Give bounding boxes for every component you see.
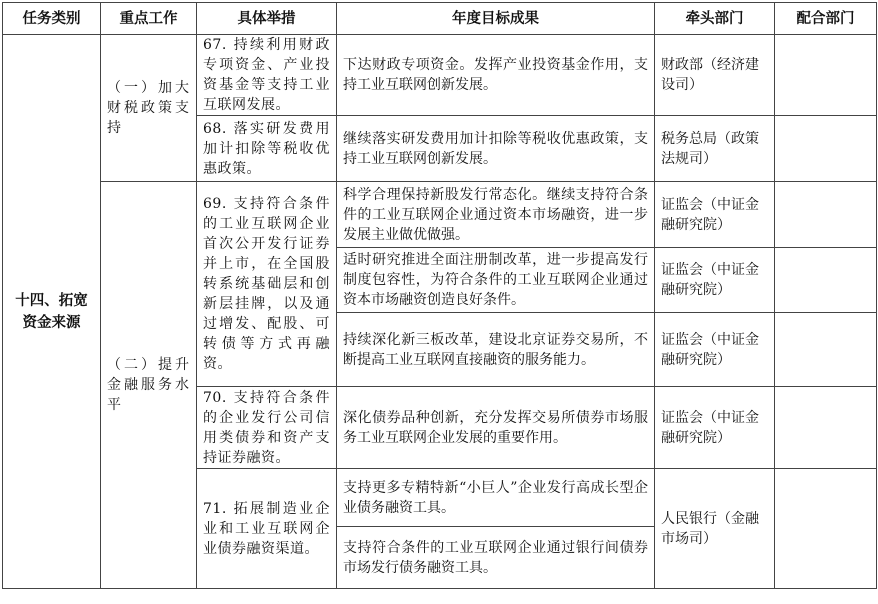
lead-dept-cell: 证监会（中证金融研究院）	[655, 182, 775, 248]
goal-cell: 持续深化新三板改革，建设北京证券交易所，不断提高工业互联网直接融资的服务能力。	[337, 313, 655, 387]
partner-dept-cell	[775, 116, 877, 182]
table-row	[3, 35, 877, 116]
lead-dept-cell: 证监会（中证金融研究院）	[655, 387, 775, 469]
header-measure: 具体举措	[197, 3, 337, 35]
header-partner-dept: 配合部门	[775, 3, 877, 35]
goal-cell: 科学合理保持新股发行常态化。继续支持符合条件的工业互联网企业通过资本市场融资，进一步发展主业做优做强。	[337, 182, 655, 248]
goal-cell: 适时研究推进全面注册制改革，进一步提高发行制度包容性，为符合条件的工业互联网企业通过资本市场融资创造良好条件。	[337, 248, 655, 313]
focus-cell: （二）提升金融服务水平	[101, 182, 197, 589]
partner-dept-cell	[775, 313, 877, 387]
measure-cell: 71. 拓展制造业企业和工业互联网企业债券融资渠道。	[197, 469, 337, 589]
header-goal: 年度目标成果	[337, 3, 655, 35]
focus-cell: （一）加大财税政策支持	[101, 35, 197, 182]
partner-dept-cell	[775, 182, 877, 248]
measure-cell: 70. 支持符合条件的企业发行公司信用类债券和资产支持证券融资。	[197, 387, 337, 469]
category-cell: 十四、拓宽资金来源	[3, 35, 101, 589]
lead-dept-cell: 证监会（中证金融研究院）	[655, 313, 775, 387]
header-focus: 重点工作	[101, 3, 197, 35]
partner-dept-cell	[775, 248, 877, 313]
partner-dept-cell	[775, 469, 877, 589]
lead-dept-cell: 财政部（经济建设司）	[655, 35, 775, 116]
partner-dept-cell	[775, 35, 877, 116]
header-category: 任务类别	[3, 3, 101, 35]
lead-dept-cell: 税务总局（政策法规司）	[655, 116, 775, 182]
header-lead-dept: 牵头部门	[655, 3, 775, 35]
measure-cell: 67. 持续利用财政专项资金、产业投资基金等支持工业互联网发展。	[197, 35, 337, 116]
partner-dept-cell	[775, 387, 877, 469]
table-row	[3, 182, 877, 248]
measure-cell: 69. 支持符合条件的工业互联网企业首次公开发行证券并上市，在全国股转系统基础层和创新层挂牌，以及通过增发、配股、可转债等方式再融资。	[197, 182, 337, 387]
goal-cell: 深化债券品种创新，充分发挥交易所债券市场服务工业互联网企业发展的重要作用。	[337, 387, 655, 469]
lead-dept-cell: 人民银行（金融市场司）	[655, 469, 775, 589]
lead-dept-cell: 证监会（中证金融研究院）	[655, 248, 775, 313]
goal-cell: 继续落实研发费用加计扣除等税收优惠政策，支持工业互联网创新发展。	[337, 116, 655, 182]
measure-cell: 68. 落实研发费用加计扣除等税收优惠政策。	[197, 116, 337, 182]
goal-cell: 支持符合条件的工业互联网企业通过银行间债券市场发行债务融资工具。	[337, 527, 655, 589]
header-row	[3, 3, 877, 35]
task-table	[2, 2, 877, 589]
goal-cell: 支持更多专精特新“小巨人”企业发行高成长型企业债务融资工具。	[337, 469, 655, 527]
goal-cell: 下达财政专项资金。发挥产业投资基金作用，支持工业互联网创新发展。	[337, 35, 655, 116]
